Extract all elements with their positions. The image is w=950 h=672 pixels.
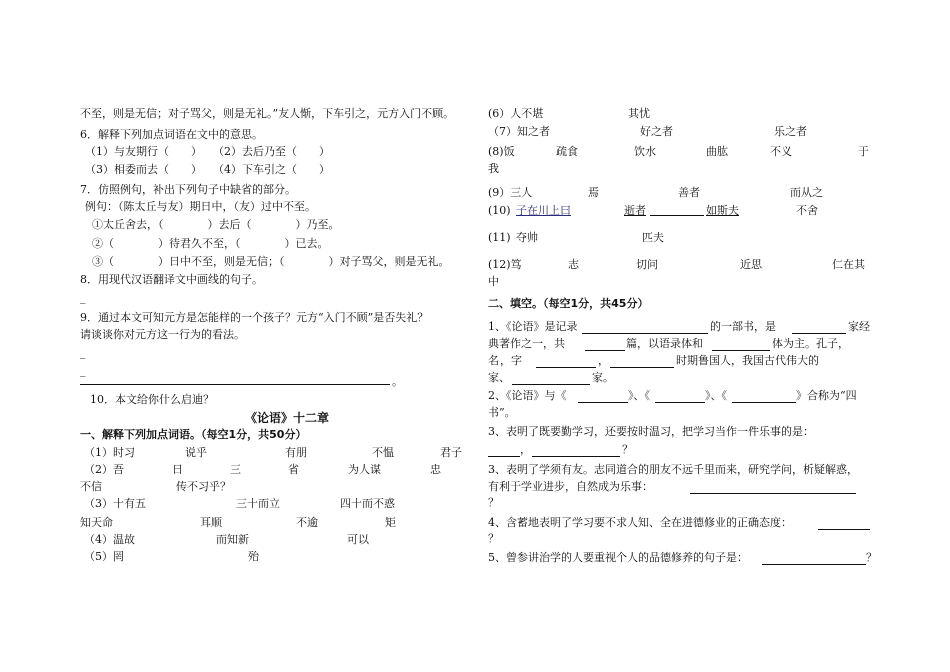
vocab-12b: 志 [568, 258, 579, 271]
vocab-2b: 日 [172, 463, 183, 476]
vocab-8f: 于 [858, 145, 869, 158]
vocab-2h: 传不习乎？ [176, 480, 231, 493]
vocab-8d: 曲肱 [706, 145, 728, 158]
vocab-11-num: (11) [488, 231, 511, 244]
vocab-12c: 切问 [636, 258, 658, 271]
fill-1-a: 1、《论语》是记录 [488, 320, 578, 333]
vocab-8e: 不义 [770, 145, 792, 158]
vocab-4c: 可以 [347, 533, 369, 546]
vocab-4b: 而知新 [216, 533, 249, 546]
vocab-3b: 三十而立 [236, 497, 280, 510]
vocab-2g: 不信 [80, 480, 102, 493]
vocab-8c: 饮水 [634, 145, 656, 158]
section-title: 《论语》十二章 [245, 411, 330, 425]
fill-2-blank-3[interactable] [732, 391, 796, 403]
vocab-12a: (12)笃 [488, 258, 522, 271]
fill-4-blank[interactable] [818, 518, 870, 530]
fill-4-a: 4、含蓄地表明了学习要不求人知、全在进德修业的正确态度： [488, 516, 792, 529]
vocab-3e: 耳顺 [200, 516, 222, 529]
fill-3-blank-1[interactable] [488, 445, 520, 457]
vocab-10b: 逝者 [624, 204, 646, 217]
vocab-6a: (6）人不堪 [488, 107, 544, 120]
question-7-example: 例句：（陈太丘与友）期日中，（友）过中不至。 [85, 200, 316, 213]
vocab-10a: 子在川上曰 [516, 204, 571, 217]
fill-1-blank-1[interactable] [582, 322, 708, 334]
fill-3b-a: 3、表明了学须有友。志同道合的朋友不远千里而来，研究学问，析疑解惑， [488, 463, 858, 476]
vocab-3f: 不逾 [296, 516, 318, 529]
fill-3b-c: ？ [488, 496, 499, 509]
vocab-9a: (9）三人 [488, 186, 533, 199]
vocab-12e: 仁在其 [832, 258, 865, 271]
vocab-2d: 省 [288, 463, 299, 476]
vocab-8b: 疏食 [556, 145, 578, 158]
fill-1-blank-5[interactable] [536, 356, 596, 368]
fill-2-a: 2、《论语》与《 [488, 389, 567, 402]
fill-1-blank-6[interactable] [610, 356, 674, 368]
question-7: 7．仿照例句，补出下列句子中缺省的部分。 [80, 183, 296, 196]
fill-1-i: ， [598, 354, 609, 367]
vocab-10-num: (10) [488, 204, 511, 217]
vocab-3a: （3）十有五 [84, 497, 146, 510]
fill-2-d: 》合称为“四 [796, 389, 857, 402]
fill-1-b: 的一部书，是 [710, 320, 776, 333]
fill-1-blank-4[interactable] [712, 339, 770, 351]
vocab-10c: 如斯夫 [706, 204, 739, 217]
vocab-5b: 殆 [248, 550, 259, 563]
vocab-12d: 近思 [740, 258, 762, 271]
answer-line-9b[interactable]: _ [80, 364, 86, 377]
answer-rule [80, 384, 390, 385]
vocab-8a: (8)饭 [488, 145, 515, 158]
passage-end-line: 不至，则是无信；对子骂父，则是无礼。”友人惭，下车引之，元方入门不顾。 [80, 107, 455, 120]
fill-2-e: 书”。 [488, 406, 516, 419]
fill-1-blank-3[interactable] [585, 339, 625, 351]
vocab-2c: 三 [230, 463, 241, 476]
fill-2-blank-1[interactable] [578, 391, 628, 403]
fill-1-h: ，字 [500, 354, 522, 367]
question-7-item-2: ②（ ）待君久不至，（ ）已去。 [92, 237, 329, 250]
fill-3b-b: 有利于学业进步，自然成为乐事： [488, 480, 653, 493]
question-7-item-3: ③（ ）日中不至，则是无信；（ ）对子骂父，则是无礼。 [92, 255, 450, 268]
fill-1-j: 时期鲁国人，我国古代伟大的 [676, 354, 819, 367]
fill-5-a: 5、曾参讲治学的人要重视个人的品德修养的句子是： [488, 551, 748, 564]
vocab-3c: 四十而不惑 [340, 497, 395, 510]
fill-2-blank-2[interactable] [655, 391, 705, 403]
question-6-row-2: （3）相委而去（ ） （4）下车引之（ ） [85, 163, 330, 176]
question-9: 9．通过本文可知元方是怎能样的一个孩子？元方“入门不顾”是否失礼？ [80, 311, 429, 324]
vocab-2a: （2）吾 [84, 463, 124, 476]
vocab-7a: （7）知之者 [488, 125, 550, 138]
vocab-1e: 君子 [440, 446, 462, 459]
vocab-2e: 为人谋 [348, 463, 381, 476]
fill-1-l: 家。 [592, 371, 614, 384]
answer-line-8[interactable]: _ [80, 291, 86, 304]
section-1-heading: 一、解释下列加点词语。（每空1分，共50分） [80, 428, 307, 441]
vocab-4a: （4）温故 [84, 533, 135, 546]
question-9-cont: 请谈谈你对元方这一行为的看法。 [80, 328, 245, 341]
answer-rule-period: 。 [392, 375, 403, 388]
answer-line-9a[interactable]: _ [80, 346, 86, 359]
vocab-1c: 有朋 [285, 446, 307, 459]
fill-3-a: 3、表明了既要勤学习，还要按时温习，把学习当作一件乐事的是： [488, 425, 814, 438]
fill-3b-blank[interactable] [690, 482, 856, 494]
fill-5-b: ？ [866, 551, 877, 564]
fill-2-c: 》、《 [705, 389, 727, 402]
fill-3-blank-2[interactable] [532, 445, 620, 457]
vocab-9b: 焉 [588, 186, 599, 199]
vocab-9d: 而从之 [790, 186, 823, 199]
vocab-10d: 不舍 [796, 204, 818, 217]
vocab-7c: 乐之者 [774, 125, 807, 138]
question-10: 10．本文给你什么启迪？ [90, 393, 214, 406]
vocab-11b: 匹夫 [642, 231, 664, 244]
fill-1-k: 家、 [488, 371, 510, 384]
vocab-3g: 矩 [385, 516, 396, 529]
vocab-7b: 好之者 [640, 125, 673, 138]
fill-3-b: ， [520, 443, 531, 456]
vocab-1a: （1）时习 [84, 446, 135, 459]
fill-1-g: 名 [488, 354, 499, 367]
fill-2-b: 》、《 [628, 389, 650, 402]
vocab-11a: 夺帅 [516, 231, 538, 244]
fill-1-d: 典著作之一，共 [488, 337, 565, 350]
vocab-8g: 我 [488, 162, 499, 175]
question-7-item-1: ①太丘舍去，（ ）去后（ ）乃至。 [92, 218, 340, 231]
section-2-heading: 二、填空。（每空1分，共45分） [488, 297, 649, 310]
vocab-1b: 说乎 [185, 446, 207, 459]
fill-1-blank-7[interactable] [512, 373, 590, 385]
fill-1-c: 家经 [848, 320, 870, 333]
fill-1-e: 篇，以语录体和 [626, 337, 703, 350]
fill-1-blank-2[interactable] [792, 322, 846, 334]
question-6: 6．解释下列加点词语在文中的意思。 [80, 128, 263, 141]
question-8: 8．用现代汉语翻译文中画线的句子。 [80, 273, 263, 286]
vocab-1d: 不愠 [372, 446, 394, 459]
vocab-6b: 其忧 [628, 107, 650, 120]
fill-5-blank[interactable] [762, 553, 866, 565]
fill-4-b: ？ [488, 532, 499, 545]
vocab-9c: 善者 [678, 186, 700, 199]
vocab-10-gap [650, 204, 704, 216]
vocab-12f: 中 [488, 275, 499, 288]
fill-1-f: 体为主。孔子， [772, 337, 849, 350]
vocab-2f: 忠 [430, 463, 441, 476]
question-6-row-1: （1）与友期行（ ） （2）去后乃至（ ） [85, 145, 330, 158]
vocab-3d: 知天命 [80, 516, 113, 529]
vocab-5a: （5）罔 [84, 550, 124, 563]
fill-3-c: ？ [622, 443, 633, 456]
